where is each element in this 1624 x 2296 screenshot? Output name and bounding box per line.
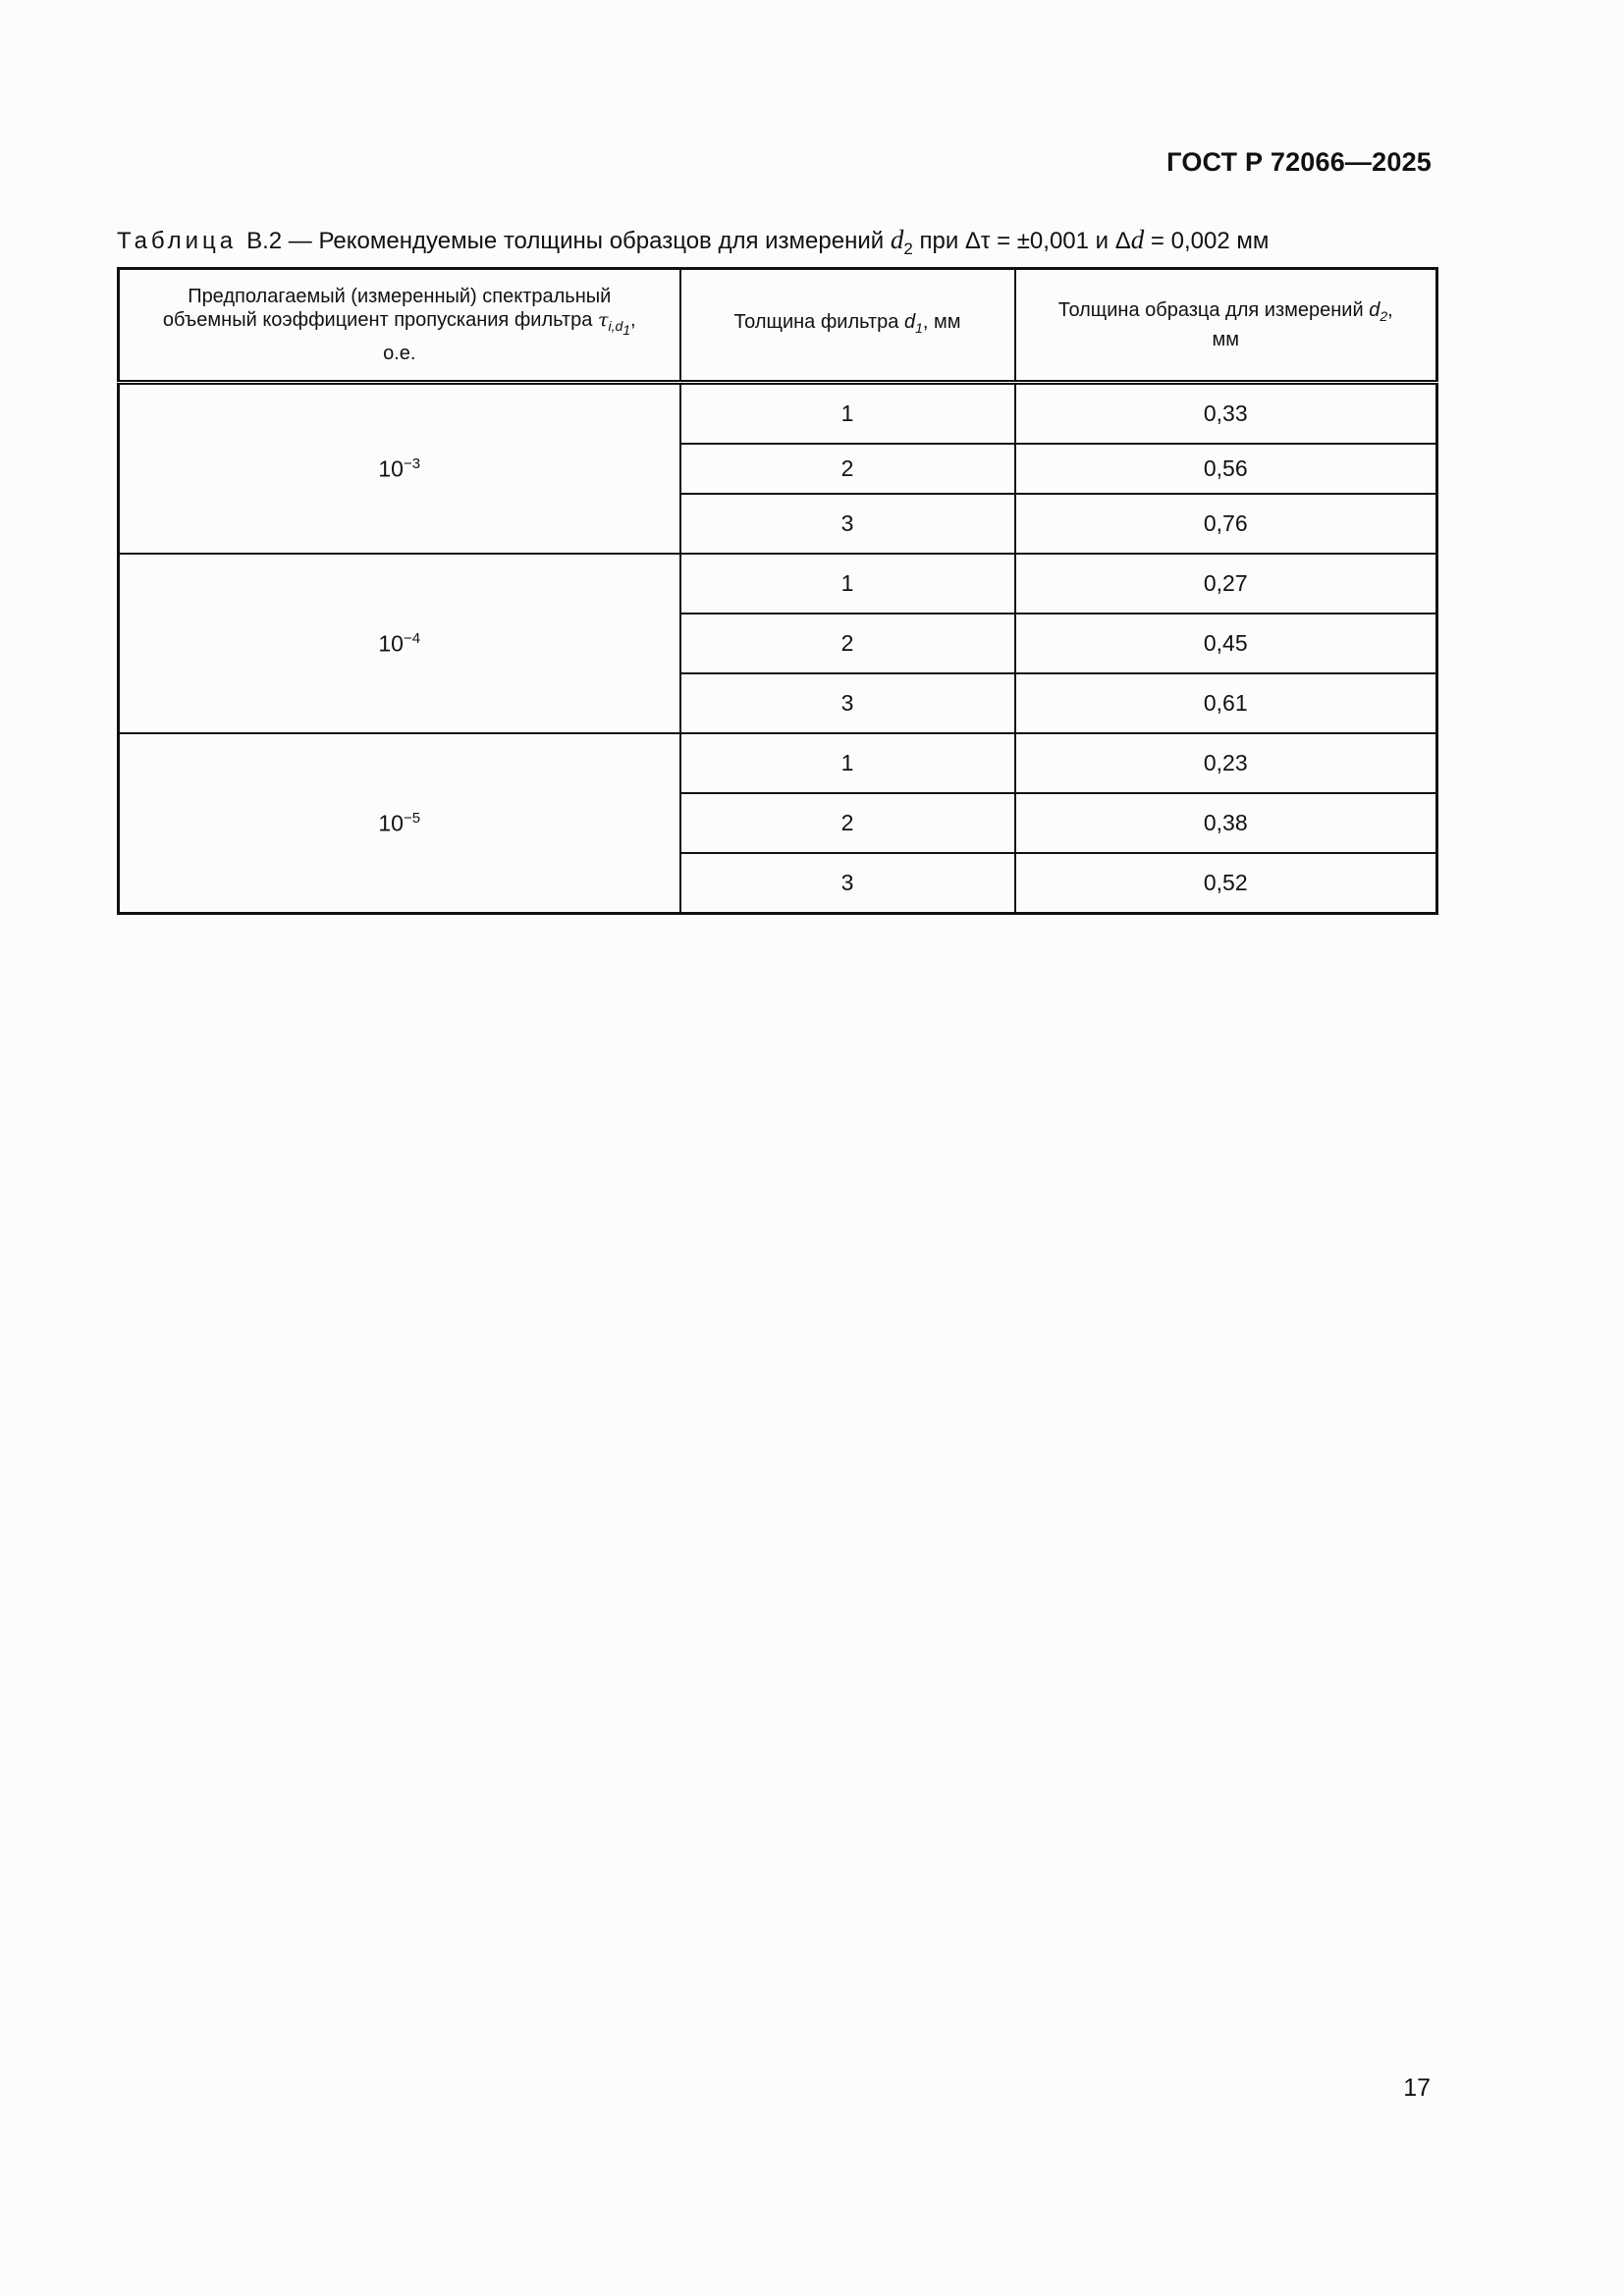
table-row <box>119 554 1437 614</box>
caption-var-d: d <box>890 225 904 254</box>
transmittance-value: $10^{-3}$ <box>119 383 680 555</box>
sample-thickness-cell: 0,38 <box>1015 793 1437 853</box>
sample-thickness-cell: 0,61 <box>1015 673 1437 733</box>
table-caption <box>117 225 1269 259</box>
table-row <box>119 383 1437 445</box>
header-transmittance: Предполагаемый (измеренный) спектральный объемный коэффициент пропускания фильтра $\tau_{i,d_1}$, о.е. <box>119 269 680 383</box>
sample-thickness-cell: 0,52 <box>1015 853 1437 914</box>
sample-thickness-cell: 0,45 <box>1015 614 1437 673</box>
sample-thickness-cell: 0,56 <box>1015 444 1437 494</box>
filter-thickness-cell: 2 <box>680 614 1015 673</box>
filter-thickness-cell: 3 <box>680 494 1015 554</box>
filter-thickness-cell: 1 <box>680 383 1015 445</box>
filter-thickness-cell: 2 <box>680 793 1015 853</box>
sample-thickness-cell: 0,76 <box>1015 494 1437 554</box>
caption-text-end: = 0,002 мм <box>1144 228 1270 254</box>
transmittance-value: $10^{-4}$ <box>119 554 680 733</box>
caption-text-mid: при Δτ = ±0,001 и Δ <box>912 228 1131 254</box>
sample-thickness-cell: 0,23 <box>1015 733 1437 793</box>
sample-thickness-cell: 0,33 <box>1015 383 1437 445</box>
page-number: 17 <box>1403 2074 1431 2102</box>
caption-prefix: Таблица <box>117 228 238 254</box>
caption-var-d2: d <box>1130 225 1145 254</box>
sample-thickness-cell: 0,27 <box>1015 554 1437 614</box>
table-header-row <box>119 269 1437 383</box>
filter-thickness-cell: 3 <box>680 673 1015 733</box>
document-code: ГОСТ Р 72066—2025 <box>1166 147 1432 177</box>
thickness-table <box>117 267 1438 915</box>
table-row <box>119 733 1437 793</box>
caption-var-d-sub: 2 <box>903 239 913 258</box>
header-filter-thickness: Толщина фильтра $d_1$, мм <box>680 269 1015 383</box>
filter-thickness-cell: 3 <box>680 853 1015 914</box>
header-sample-thickness: Толщина образца для измерений $d_2$, мм <box>1015 269 1437 383</box>
filter-thickness-cell: 2 <box>680 444 1015 494</box>
caption-text-start: В.2 — Рекомендуемые толщины образцов для измерений <box>246 228 891 254</box>
transmittance-value: $10^{-5}$ <box>119 733 680 914</box>
filter-thickness-cell: 1 <box>680 554 1015 614</box>
filter-thickness-cell: 1 <box>680 733 1015 793</box>
